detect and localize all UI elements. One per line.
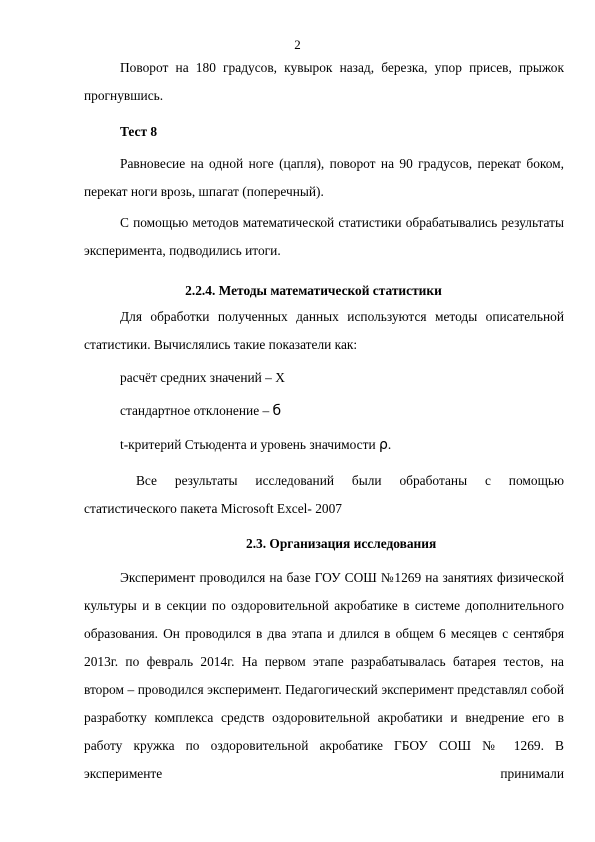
- section-heading-2-2-4: 2.2.4. Методы математической статистики: [185, 283, 442, 298]
- list-item-mean-text: расчёт средних значений – X: [120, 370, 285, 385]
- paragraph-descriptive-stats: Для обработки полученных данных используются методы описательной статистики. Вычислялись такие показатели как:: [84, 309, 564, 352]
- test-8-heading: Тест 8: [120, 124, 158, 139]
- rho-symbol: ρ: [378, 437, 388, 453]
- list-item-std: [120, 403, 281, 419]
- section-heading-2-3: 2.3. Организация исследования: [246, 536, 437, 551]
- paragraph-exercises-8: Равновесие на одной ноге (цапля), поворот на 90 градусов, перекат боком, перекат ноги врозь, шпагат (поперечный).: [84, 156, 564, 199]
- list-item-ttest: [120, 437, 391, 453]
- paragraph-exercises-7: Поворот на 180 градусов, кувырок назад, березка, упор присев, прыжок прогнувшись.: [84, 60, 564, 103]
- list-item-mean: [120, 370, 285, 386]
- sigma-symbol: б: [272, 403, 282, 419]
- paragraph-excel: Все результаты исследований были обработаны с помощью статистического пакета Microsoft Excel- 2007: [84, 473, 564, 516]
- paragraph-organization: Эксперимент проводился на базе ГОУ СОШ №1269 на занятиях физической культуры и в секции по оздоровительной акробатике в системе дополнительного образования. Он проводился в два этапа и длился в общем 6 месяцев с сентября 2013г. по февраль 2014г. На первом этапе разрабатывалась батарея тестов, на втором – проводился эксперимент. Педагогический эксперимент представлял собой разработку комплекса средств оздоровительной акробатики и внедрение его в работу кружка по оздоровительной акробатике ГБОУ СОШ № 1269. В эксперименте принимали: [84, 570, 564, 781]
- list-item-ttest-text: t-критерий Стьюдента и уровень значимости: [120, 437, 379, 452]
- list-item-std-text: стандартное отклонение –: [120, 403, 273, 418]
- paragraph-statistics-intro: С помощью методов математической статистики обрабатывались результаты эксперимента, подводились итоги.: [84, 215, 564, 258]
- list-item-ttest-end: .: [387, 437, 392, 452]
- page-number: 2: [294, 37, 301, 52]
